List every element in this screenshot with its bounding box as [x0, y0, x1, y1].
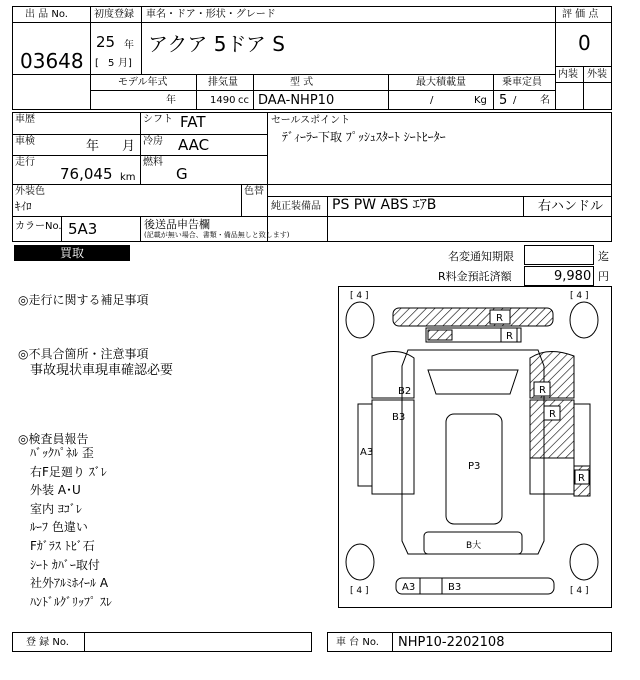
fuel-value: G	[176, 165, 188, 183]
ext-color-label: 外装色	[15, 186, 45, 197]
color-no-value: 5A3	[68, 220, 98, 238]
chassis-no: NHP10-2202108	[398, 635, 505, 650]
displacement: 1490	[210, 95, 236, 106]
exterior-label: 外装	[587, 69, 607, 80]
inspection-year-unit: 年	[86, 139, 100, 154]
month-bracket: [	[95, 58, 99, 69]
lot-label: 出 品 No.	[25, 9, 68, 20]
fuel-label: 燃料	[143, 157, 163, 168]
aftermarket-label: 後送品申告欄	[144, 218, 210, 231]
first-reg-label: 初度登録	[94, 9, 134, 20]
capacity-unit: 名	[540, 95, 550, 106]
color-no-label: カラーNo.	[15, 221, 62, 232]
label-rear-a3: A3	[402, 582, 416, 593]
repair-mark: R	[496, 313, 503, 324]
label-a3: A3	[360, 447, 374, 458]
equipment-value: PS PW ABS ｴｱB	[332, 197, 437, 213]
score-label: 評 価 点	[562, 9, 599, 20]
name-change-unit: 迄	[598, 250, 609, 263]
capacity: 5	[499, 93, 508, 108]
defects-title: ◎不具合箇所・注意事項	[18, 347, 149, 361]
history-label: 車歴	[15, 114, 35, 125]
model-code-label: 型 式	[290, 77, 314, 88]
color-change-label: 色替	[244, 186, 264, 197]
tire-rear-right	[570, 544, 598, 580]
supplement-title: ◎走行に関する補足事項	[18, 293, 149, 307]
recycle-amount: 9,980	[554, 269, 592, 284]
repair-mark: R	[506, 331, 513, 342]
damage-diagram	[338, 286, 612, 608]
repair-mark: R	[549, 409, 556, 420]
defects-text: 事故現状車現車確認必要	[30, 363, 174, 378]
name-change-field	[524, 245, 594, 265]
mileage-label: 走行	[15, 157, 35, 168]
score-value: 0	[578, 31, 591, 55]
recycle-label: R料金預託済額	[438, 270, 512, 283]
capacity-label: 乗車定員	[502, 77, 542, 88]
body-outline	[402, 350, 544, 554]
tire-front-left	[346, 302, 374, 338]
first-reg-year: 25	[96, 33, 116, 51]
tire-label-tr: [ 4 ]	[570, 291, 589, 301]
label-rear-b3: B3	[448, 582, 462, 593]
handle-value: 右ハンドル	[538, 199, 604, 214]
chassis-label: 車 台 No.	[336, 637, 379, 648]
year-unit: 年	[124, 40, 134, 51]
capacity-slash: /	[513, 95, 517, 106]
inspector-item: 右F足廻り ｽﾞﾚ	[30, 464, 107, 479]
mileage-unit: km	[120, 172, 136, 183]
inspector-title: ◎検査員報告	[18, 432, 89, 446]
repair-mark: R	[578, 473, 585, 484]
aftermarket-note: (記載が無い場合、書類・備品無しと致します)	[144, 231, 290, 239]
label-b3: B3	[392, 412, 406, 423]
first-reg-month: 5	[108, 58, 115, 69]
model-code: DAA-NHP10	[258, 93, 335, 108]
model-year-label: モデル年式	[118, 77, 168, 88]
inspection-label: 車検	[15, 136, 35, 147]
inspector-item: ﾙｰﾌ 色違い	[30, 520, 88, 535]
label-p3: P3	[468, 461, 481, 472]
model-year-unit: 年	[166, 95, 176, 106]
tire-rear-left	[346, 544, 374, 580]
recycle-unit: 円	[598, 270, 609, 283]
max-load-unit: Kg	[474, 95, 487, 106]
tire-front-right	[570, 302, 598, 338]
inspector-item: Fｶﾞﾗｽ ﾄﾋﾞ石	[30, 539, 95, 553]
displacement-unit: cc	[238, 95, 249, 106]
interior-label: 内装	[558, 69, 578, 80]
equipment-label: 純正装備品	[271, 201, 321, 212]
purchase-badge: 買取	[14, 245, 130, 261]
sales-point-label: セールスポイント	[271, 115, 351, 126]
inspector-item: ﾊﾞｯｸﾊﾟﾈﾙ 歪	[30, 446, 94, 460]
name-label: 車名・ドア・形状・グレード	[146, 9, 276, 20]
ac-value: AAC	[178, 136, 210, 154]
inspector-item: 室内 ﾖｺﾞﾚ	[30, 501, 82, 516]
sales-point-value: ﾃﾞｨｰﾗｰ下取 ﾌﾟｯｼｭｽﾀｰﾄ ｼｰﾄﾋｰﾀｰ	[282, 130, 446, 144]
inspection-month-unit: 月	[122, 139, 136, 154]
shift-value: FAT	[180, 113, 206, 131]
shift-label: シフト	[143, 114, 173, 125]
inspector-item: 社外ｱﾙﾐﾎｲｰﾙ A	[30, 576, 109, 591]
mileage-value: 76,045	[60, 165, 113, 183]
ac-label: 冷房	[143, 136, 163, 147]
inspector-item: ｼｰﾄ ｶﾊﾞｰ取付	[30, 557, 100, 572]
max-load-label: 最大積載量	[416, 77, 466, 88]
max-load-slash: /	[430, 95, 434, 106]
inspector-item: 外装 A･U	[30, 483, 81, 498]
inspector-item: ﾊﾝﾄﾞﾙｸﾞﾘｯﾌﾟ ｽﾚ	[30, 594, 112, 609]
tire-label-br: [ 4 ]	[570, 586, 589, 596]
name-change-label: 名変通知期限	[448, 250, 514, 263]
lot-number: 03648	[20, 49, 84, 73]
repair-mark: R	[539, 385, 546, 396]
tire-label-tl: [ 4 ]	[350, 291, 369, 301]
ext-color-value: ｷｲﾛ	[15, 200, 32, 213]
front-bumper	[393, 308, 553, 326]
displacement-label: 排気量	[208, 77, 238, 88]
reg-no-label: 登 録 No.	[26, 637, 69, 648]
tire-label-bl: [ 4 ]	[350, 586, 369, 596]
car-name: アクア 5ドア S	[148, 32, 285, 56]
label-b2: B2	[398, 386, 412, 397]
month-unit: 月]	[118, 58, 132, 69]
label-b-large: B大	[466, 541, 482, 551]
